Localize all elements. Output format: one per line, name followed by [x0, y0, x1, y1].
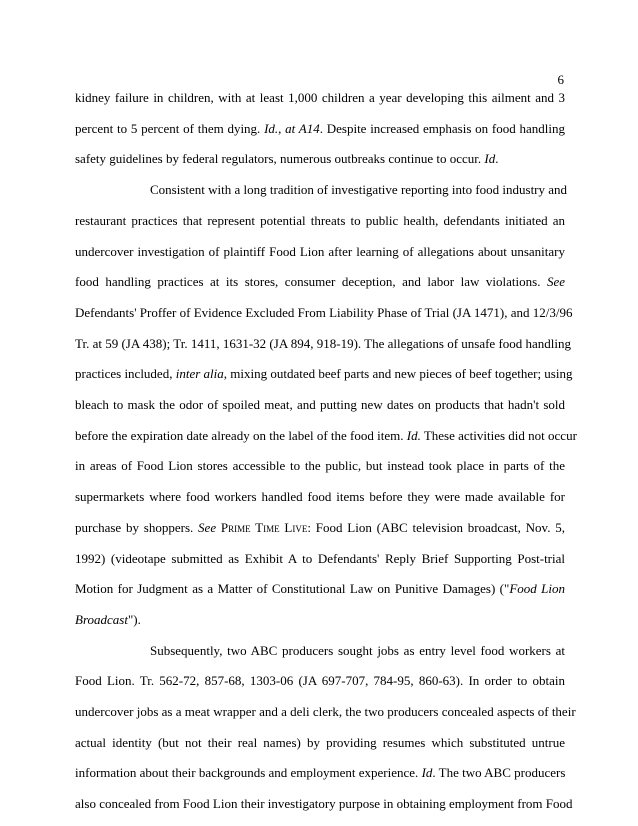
text-line — [75, 581, 565, 597]
text-span: kidney failure in children, with at least 1,000 children a year developing this ailment and 3 — [75, 90, 565, 105]
text-span: information about their backgrounds and employment experience. — [75, 765, 422, 781]
text-span: "). — [127, 611, 141, 627]
text-span: : Food Lion (ABC television broadcast, Nov. 5, — [307, 519, 565, 535]
text-line — [75, 551, 565, 567]
text-line — [75, 520, 565, 536]
italic-citation: Food Lion — [509, 581, 565, 597]
italic-citation: inter alia — [175, 366, 224, 382]
text-line — [75, 121, 565, 137]
text-span: purchase by shoppers. — [75, 519, 199, 535]
text-span: 1992) (videotape submitted as Exhibit A to Defendants' Reply Brief Supporting Post-trial — [75, 550, 565, 566]
text-span: practices included, — [75, 366, 176, 382]
text-span: in areas of Food Lion stores accessible to the public, but instead took place in parts of the — [75, 458, 565, 474]
text-line — [75, 366, 573, 382]
text-line — [75, 458, 565, 474]
italic-citation: Id — [484, 151, 496, 167]
text-line — [75, 765, 565, 781]
text-span: Motion for Judgment as a Matter of Constitutional Law on Punitive Damages) (" — [75, 581, 510, 597]
italic-citation: See — [546, 274, 565, 290]
text-line — [150, 182, 568, 198]
text-span: , mixing outdated beef parts and new pieces of beef together; using — [223, 366, 573, 382]
text-span: Subsequently, two ABC producers sought jobs as entry level food workers at — [150, 642, 565, 658]
text-line — [75, 427, 577, 444]
text-span: percent to 5 percent of them dying. — [75, 120, 265, 136]
text-line — [75, 489, 565, 505]
text-line — [75, 673, 565, 689]
text-line — [75, 335, 572, 352]
italic-citation: See — [198, 519, 217, 535]
text-span: . — [495, 151, 499, 167]
text-span: bleach to mask the odor of spoiled meat, and putting new dates on products that hadn't sold — [75, 397, 565, 412]
text-line — [75, 612, 565, 628]
text-line — [75, 244, 565, 260]
text-span: Defendants' Proffer of Evidence Excluded From Liability Phase of Trial (JA 1471), and 12/3/96 — [75, 304, 573, 320]
text-line — [75, 151, 565, 167]
text-span: . The two ABC producers — [432, 765, 566, 781]
text-line — [75, 796, 573, 812]
text-span: Food Lion. Tr. 562-72, 857-68, 1303-06 (JA 697-707, 784-95, 860-63). In order to obtain — [75, 673, 565, 689]
text-span: before the expiration date already on the label of the food item. — [75, 427, 407, 443]
text-span: also concealed from Food Lion their investigatory purpose in obtaining employment from Food — [75, 796, 573, 812]
text-line — [75, 274, 565, 290]
text-span: food handling practices at its stores, consumer deception, and labor law violations. — [75, 274, 547, 290]
small-caps-title: Prime Time Live — [220, 519, 308, 535]
text-span: . Despite increased emphasis on food handling — [319, 120, 565, 136]
text-span: restaurant practices that represent potential threats to public health, defendants initiated an — [75, 212, 565, 228]
text-span: undercover jobs as a meat wrapper and a deli clerk, the two producers concealed aspects of their — [75, 704, 576, 719]
italic-citation: Id., at A14 — [264, 120, 320, 136]
italic-citation: Id. — [406, 427, 421, 443]
text-line — [150, 643, 565, 659]
page-number: 6 — [557, 72, 564, 87]
text-line — [75, 735, 565, 751]
text-span: Tr. at 59 (JA 438); Tr. 1411, 1631-32 (JA 894, 918-19). The allegations of unsafe food handling — [75, 335, 572, 351]
text-line — [75, 397, 565, 413]
italic-citation: Id — [421, 765, 433, 781]
text-line — [75, 90, 565, 106]
text-line — [75, 213, 565, 229]
text-span: supermarkets where food workers handled food items before they were made available for — [75, 489, 565, 505]
text-span: safety guidelines by federal regulators, numerous outbreaks continue to occur. — [75, 151, 485, 167]
text-line — [75, 304, 573, 321]
text-span: undercover investigation of plaintiff Food Lion after learning of allegations about unsanitary — [75, 243, 565, 259]
text-line — [75, 704, 576, 720]
text-span: Consistent with a long tradition of investigative reporting into food industry and — [150, 182, 568, 198]
text-span: These activities did not occur — [420, 427, 577, 443]
text-span: actual identity (but not their real names) by providing resumes which substituted untrue — [75, 734, 565, 750]
italic-citation: Broadcast — [75, 611, 128, 627]
